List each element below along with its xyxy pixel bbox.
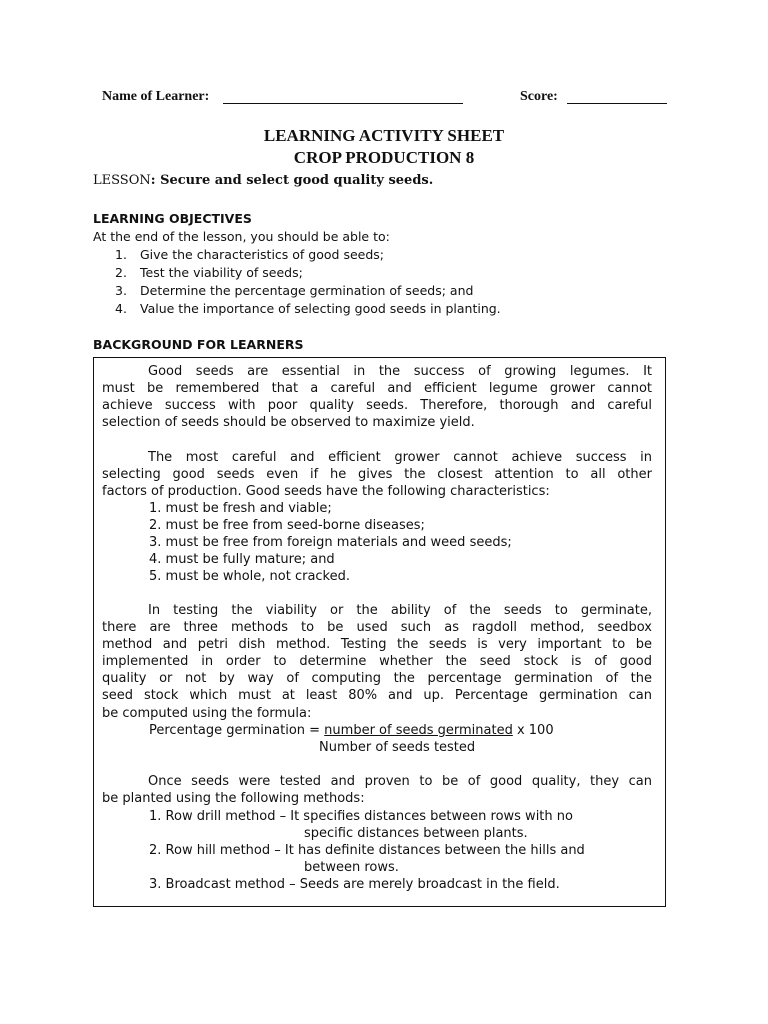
objective-text: Determine the percentage germination of seeds; and (140, 283, 474, 298)
lesson-text: : Secure and select good quality seeds. (150, 173, 434, 188)
objective-item (115, 283, 473, 298)
paragraph-line: achieve success with poor quality seeds. Therefore, thorough and careful (102, 398, 652, 414)
characteristics-list (149, 500, 512, 585)
line-text: The most careful and efficient grower cannot achieve success in (148, 450, 652, 465)
list-item: 2. must be free from seed-borne diseases; (149, 518, 425, 534)
objectives-heading: LEARNING OBJECTIVES (93, 211, 252, 226)
score-label: Score: (520, 89, 558, 104)
name-of-learner-label: Name of Learner: (102, 89, 210, 104)
germination-formula (149, 723, 554, 738)
lesson-line (93, 173, 433, 188)
paragraph-line: selection of seeds should be observed to maximize yield. (102, 415, 475, 431)
paragraph-line (102, 363, 652, 380)
objectives-intro: At the end of the lesson, you should be able to: (93, 229, 390, 244)
list-item: 3. Broadcast method – Seeds are merely broadcast in the field. (149, 877, 560, 893)
list-item: 1. must be fresh and viable; (149, 501, 332, 516)
sheet-title: LEARNING ACTIVITY SHEET (263, 126, 505, 145)
list-item: 4. must be fully mature; and (149, 552, 335, 568)
objective-item (115, 265, 303, 280)
score-blank-line (567, 103, 667, 104)
objective-number: 3. (115, 283, 127, 298)
learner-info-header (102, 89, 672, 107)
objective-number: 2. (115, 265, 127, 280)
objective-number: 4. (115, 301, 127, 316)
background-paragraph-4 (102, 773, 652, 807)
background-box (93, 357, 666, 907)
name-blank-line (223, 103, 463, 104)
list-item-continuation: between rows. (304, 860, 399, 876)
objective-item (115, 247, 384, 262)
background-paragraph-3 (102, 602, 652, 722)
objective-item (115, 301, 501, 316)
paragraph-line (102, 602, 652, 619)
objective-text: Give the characteristics of good seeds; (140, 247, 384, 262)
list-item-continuation: specific distances between plants. (304, 826, 528, 842)
paragraph-line: must be remembered that a careful and efficient legume grower cannot (102, 381, 652, 397)
sheet-subtitle: CROP PRODUCTION 8 (293, 148, 475, 167)
paragraph-line: implemented in order to determine whether the seed stock is of good (102, 654, 652, 670)
objective-text: Value the importance of selecting good seeds in planting. (140, 301, 501, 316)
formula-numerator: number of seeds germinated (324, 723, 513, 738)
paragraph-line: be planted using the following methods: (102, 791, 365, 807)
objective-number: 1. (115, 247, 127, 262)
paragraph-line (102, 773, 652, 790)
paragraph-line: quality or not by way of computing the percentage germination of the (102, 671, 652, 687)
paragraph-line (102, 449, 652, 466)
background-paragraph-1 (102, 363, 652, 431)
paragraph-line: method and petri dish method. Testing the seeds is very important to be (102, 637, 652, 653)
paragraph-line: seed stock which must at least 80% and up. Percentage germination can (102, 688, 652, 704)
list-item: 1. Row drill method – It specifies distances between rows with no (149, 809, 573, 824)
list-item: 3. must be free from foreign materials and weed seeds; (149, 535, 512, 551)
formula-lhs: Percentage germination = (149, 723, 325, 738)
list-item: 2. Row hill method – It has definite distances between the hills and (149, 843, 585, 859)
background-heading: BACKGROUND FOR LEARNERS (93, 337, 304, 352)
formula-multiplier: x 100 (512, 723, 554, 738)
paragraph-line: there are three methods to be used such as ragdoll method, seedbox (102, 620, 652, 636)
lesson-label: LESSON (93, 173, 151, 188)
background-paragraph-2 (102, 449, 652, 500)
planting-methods-list (149, 808, 585, 893)
line-text: In testing the viability or the ability of the seeds to germinate, (148, 603, 652, 618)
line-text: Once seeds were tested and proven to be of good quality, they can (148, 774, 652, 789)
line-text: Good seeds are essential in the success of growing legumes. It (148, 364, 652, 379)
objective-text: Test the viability of seeds; (140, 265, 303, 280)
list-item: 5. must be whole, not cracked. (149, 569, 350, 585)
paragraph-line: be computed using the formula: (102, 705, 312, 721)
formula-denominator: Number of seeds tested (319, 740, 476, 755)
paragraph-line: selecting good seeds even if he gives the closest attention to all other (102, 467, 652, 483)
paragraph-line: factors of production. Good seeds have the following characteristics: (102, 484, 550, 500)
